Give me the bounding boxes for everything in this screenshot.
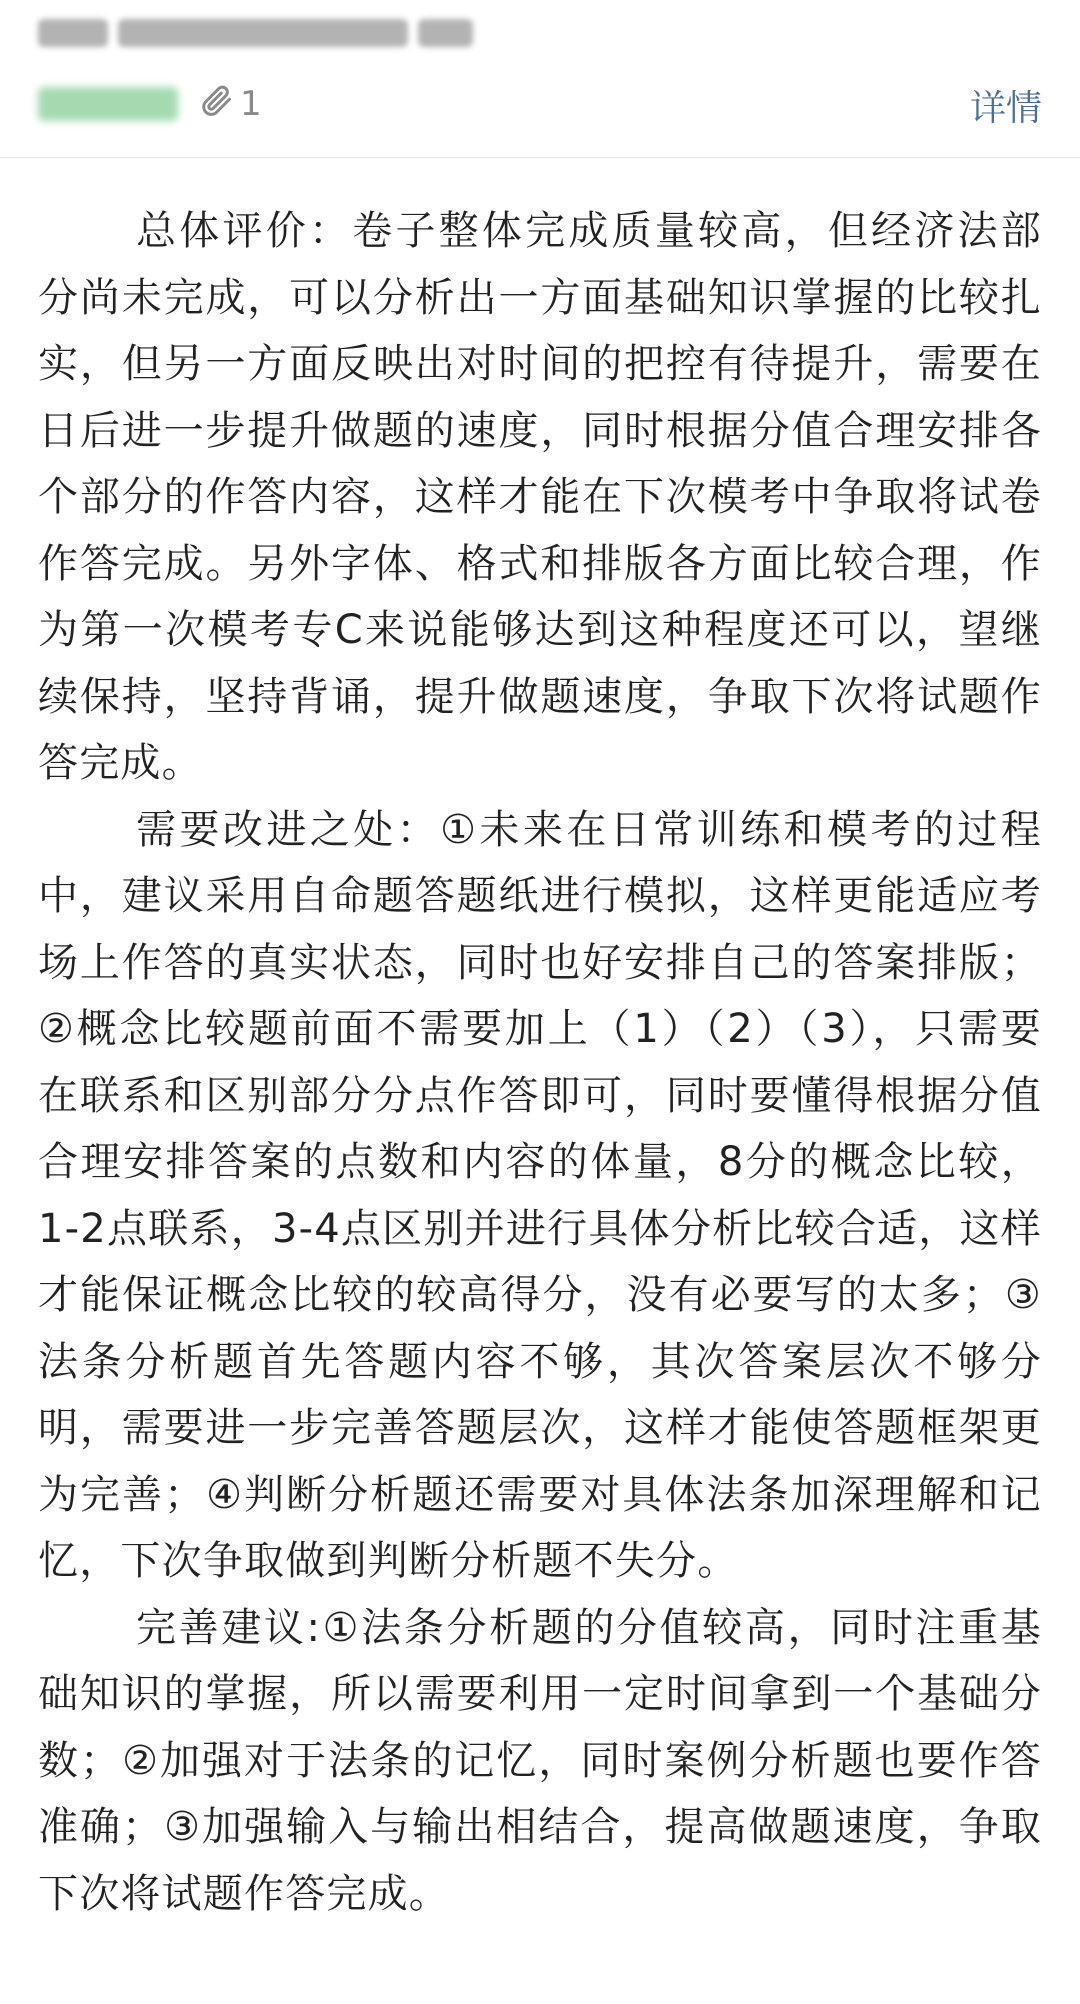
paperclip-icon <box>198 82 234 127</box>
paragraph-overall-evaluation: 总体评价：卷子整体完成质量较高，但经济法部分尚未完成，可以分析出一方面基础知识掌握的比较扎实，但另一方面反映出对时间的把控有待提升，需要在日后进一步提升做题的速度，同时根据分值合理安排各个部分的作答内容，这样才能在下次模考中争取将试卷作答完成。另外字体、格式和排版各方面比较合理，作为第一次模考专C来说能够达到这种程度还可以，望继续保持，坚持背诵，提升做题速度，争取下次将试题作答完成。 <box>38 208 1042 786</box>
message-body <box>38 158 1042 1927</box>
message-header <box>0 0 1080 158</box>
blurred-sender-info <box>38 14 473 52</box>
blurred-date <box>38 87 178 121</box>
paragraph-improvements: 需要改进之处：①未来在日常训练和模考的过程中，建议采用自命题答题纸进行模拟，这样更能适应考场上作答的真实状态，同时也好安排自己的答案排版；②概念比较题前面不需要加上（1）（2）（3），只需要在联系和区别部分分点作答即可，同时要懂得根据分值合理安排答案的点数和内容的体量，8分的概念比较，1-2点联系，3-4点区别并进行具体分析比较合适，这样才能保证概念比较的较高得分，没有必要写的太多；③法条分析题首先答题内容不够，其次答案层次不够分明，需要进一步完善答题层次，这样才能使答题框架更为完善；④判断分析题还需要对具体法条加深理解和记忆，下次争取做到判断分析题不失分。 <box>38 806 1042 1584</box>
attachment-count: 1 <box>240 84 262 124</box>
detail-link[interactable]: 详情 <box>969 88 1042 129</box>
paragraph-suggestions: 完善建议:①法条分析题的分值较高，同时注重基础知识的掌握，所以需要利用一定时间拿到一个基础分数；②加强对于法条的记忆，同时案例分析题也要作答准确；③加强输入与输出相结合，提高做题速度，争取下次将试题作答完成。 <box>38 1604 1042 1917</box>
message-meta-row <box>38 82 262 126</box>
attachment-indicator[interactable] <box>198 82 262 127</box>
